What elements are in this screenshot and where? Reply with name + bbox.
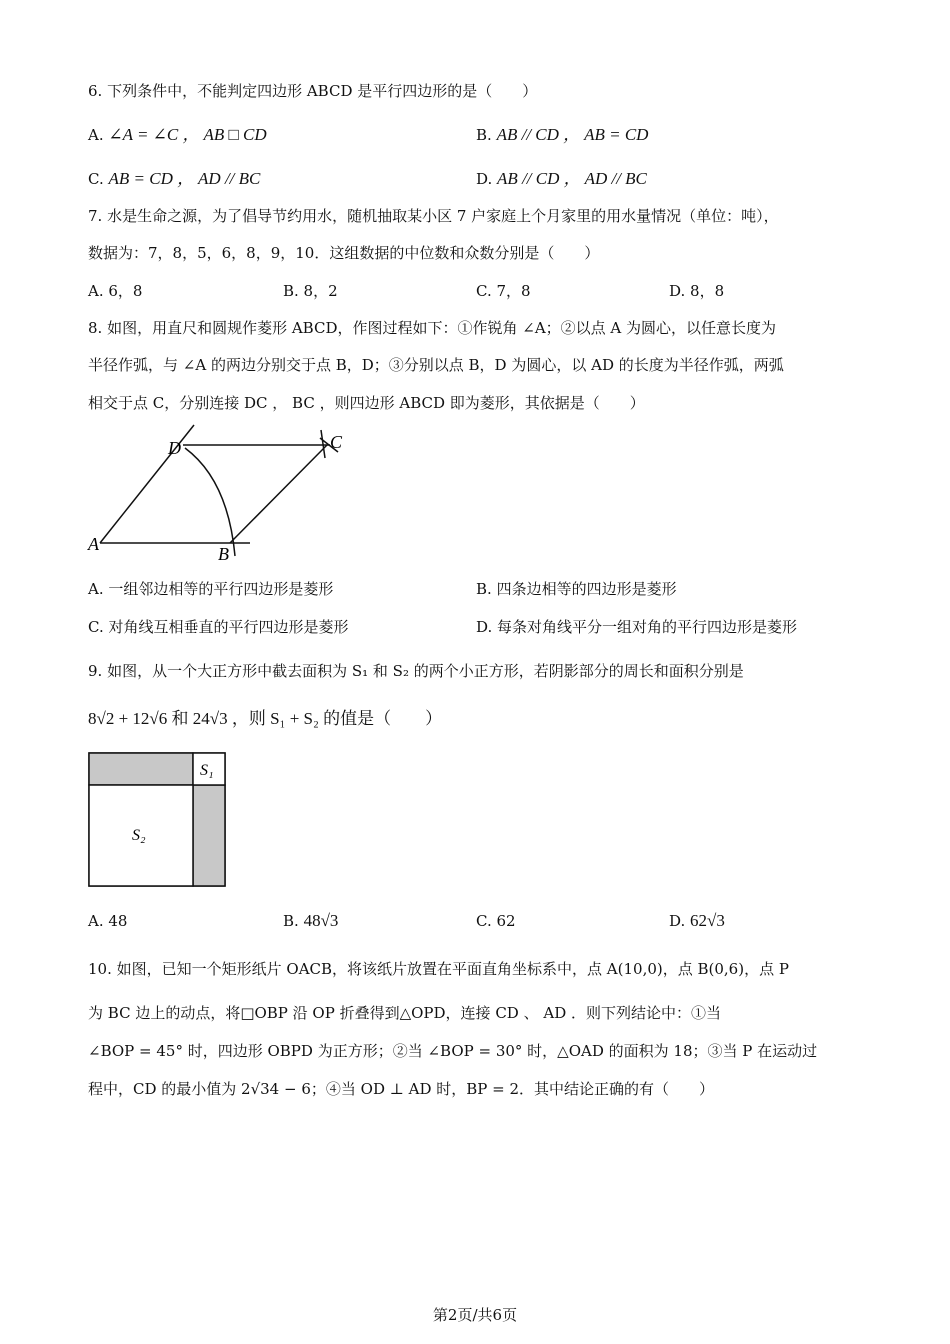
q6-option-b-label: B. [476,126,492,144]
q9-option-a-label: A. [88,912,104,930]
q8-option-d-text: 每条对角线平分一组对角的平行四边形是菱形 [497,618,798,636]
shaded-right-strip [193,785,225,886]
label-d: D [168,438,181,458]
q8-line3: 相交于点 C，分别连接 DC ， BC ，则四边形 ABCD 即为菱形，其依据是（ ） [88,394,645,412]
segment-bc [230,445,327,543]
label-s1: S₁ [200,762,214,779]
q6-option-d-text: AB // CD ， AD // BC [497,169,647,188]
q7-option-b: B. 8，2 [283,282,338,300]
q7-option-c: C. 7，8 [476,282,531,300]
q8-option-b-label: B. [476,580,492,598]
q9-option-c [476,910,516,932]
label-a: A [88,534,99,554]
q10-line3: ∠BOP = 45° 时，四边形 OBPD 为正方形；②当 ∠BOP = 30° 时，△OAD 的面积为 18；③当 P 在运动过 [88,1042,818,1060]
q8-option-c-label: C. [88,618,104,636]
q8-option-b-text: 四条边相等的四边形是菱形 [496,580,677,598]
q8-option-a-text: 一组邻边相等的平行四边形是菱形 [108,580,334,598]
q6-option-a [88,124,267,146]
q9-option-d [669,910,725,932]
q9-option-b [283,910,338,932]
q7-option-d: D. 8，8 [669,282,725,300]
q8-option-a [88,578,333,600]
construction-arc [185,448,235,556]
q6-option-c [88,168,260,190]
label-c: C [330,432,343,452]
q6-option-d-label: D. [476,170,493,188]
q8-option-c-text: 对角线互相垂直的平行四边形是菱形 [108,618,349,636]
q8-line2: 半径作弧，与 ∠A 的两边分别交于点 B，D；③分别以点 B，D 为圆心，以 AD 的长度为半径作弧，两弧 [88,356,784,374]
squares-figure [86,750,230,890]
q6-option-b-text: AB // CD ， AB = CD [496,125,649,144]
q10-line1: 10. 如图，已知一个矩形纸片 OACB，将该纸片放置在平面直角坐标系中，点 A(10,0)，点 B(0,6)，点 P [88,960,789,978]
q7-line1: 7. 水是生命之源，为了倡导节约用水，随机抽取某小区 7 户家庭上个月家里的用水量情况（单位：吨）， [88,207,779,225]
arc-mark-2 [321,430,325,458]
q9-option-b-text: 48√3 [303,911,339,930]
q8-option-d [476,616,797,638]
q7-option-a: A. 6，8 [88,282,143,300]
q8-option-a-label: A. [88,580,104,598]
q6-option-b [476,124,648,146]
q8-option-d-label: D. [476,618,493,636]
label-b: B [218,544,229,564]
q6-option-a-text: ∠A = ∠C ， AB □ CD [108,125,267,144]
q6-option-c-label: C. [88,170,104,188]
q9-option-d-text: 62√3 [690,911,725,930]
q6-option-a-label: A. [88,126,104,144]
q9-line2: 8√2 + 12√6 和 24√3 ，则 S₁ + S₂ 的值是（ ） [88,709,443,728]
q9-option-c-text: 62 [496,912,516,930]
q8-option-b [476,578,677,600]
q9-option-b-label: B. [283,912,299,930]
q9-option-a-text: 48 [108,912,128,930]
q6-option-c-text: AB = CD ， AD // BC [108,169,261,188]
q9-option-a [88,910,127,932]
q6-option-d [476,168,647,190]
q10-line2: 为 BC 边上的动点，将□OBP 沿 OP 折叠得到△OPD，连接 CD 、 AD ．则下列结论中：①当 [88,1004,721,1022]
page-footer: 第2页/共6页 [432,1306,518,1324]
q9-option-d-label: D. [669,912,686,930]
label-s2: S₂ [132,827,146,844]
q9-line1: 9. 如图，从一个大正方形中截去面积为 S₁ 和 S₂ 的两个小正方形，若阴影部分的周长和面积分别是 [88,662,744,680]
q7-line2: 数据为：7，8，5，6，8，9，10．这组数据的中位数和众数分别是（ ） [88,244,600,262]
q10-line4: 程中，CD 的最小值为 2√34 − 6；④当 OD ⊥ AD 时，BP = 2．其中结论正确的有（ ） [88,1080,715,1098]
q8-option-c [88,616,349,638]
q8-line1: 8. 如图，用直尺和圆规作菱形 ABCD，作图过程如下：①作锐角 ∠A；②以点 A 为圆心，以任意长度为 [88,319,777,337]
shaded-top-strip [89,753,193,785]
rhombus-figure [80,420,370,565]
q6-stem: 6. 下列条件中，不能判定四边形 ABCD 是平行四边形的是（ ） [88,82,538,100]
q9-option-c-label: C. [476,912,492,930]
